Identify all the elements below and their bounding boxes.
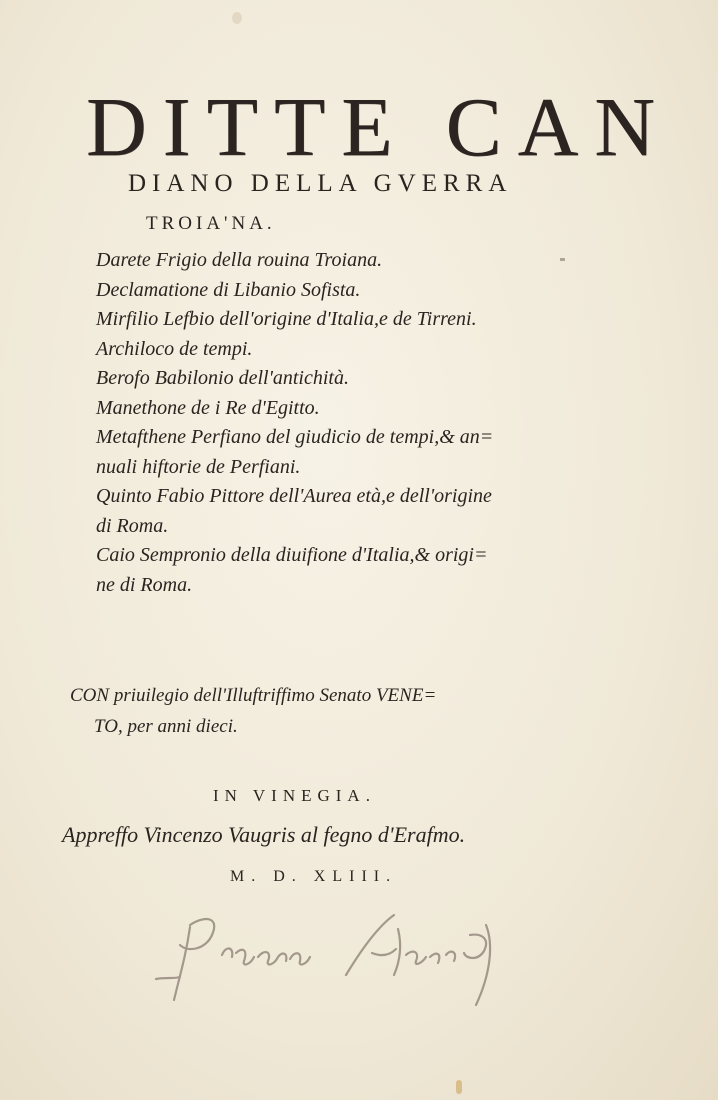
contents-line: Darete Frigio della rouina Troiana.	[96, 249, 383, 271]
contents-line: di Roma.	[96, 514, 169, 537]
contents-line: Metafthene Perfiano del giudicio de tempi,& an=	[96, 426, 494, 448]
paper-stain	[456, 1080, 462, 1094]
contents-line: Quinto Fabio Pittore dell'Aurea età,e dell'origine	[96, 485, 492, 507]
contents-line: Manethone de i Re d'Egitto.	[96, 396, 320, 419]
contents-line: Archiloco de tempi.	[96, 337, 253, 360]
contents-line: Caio Sempronio della diuifione d'Italia,& origi=	[96, 544, 488, 566]
contents-line: Declamatione di Libanio Sofista.	[96, 278, 361, 301]
imprint-printer: Appreffo Vincenzo Vaugris al fegno d'Erafmo.	[62, 822, 466, 847]
book-subtitle-line2: TROIA'NA.	[146, 213, 276, 234]
imprint-city: IN VINEGIA.	[213, 786, 376, 805]
privilege-notice	[70, 680, 436, 742]
privilege-line2: TO, per anni dieci.	[94, 716, 238, 737]
book-title: DITTE CAN	[86, 81, 671, 174]
contents-line: Mirfilio Lefbio dell'origine d'Italia,e de Tirreni.	[96, 308, 477, 330]
contents-list	[96, 246, 576, 600]
handwritten-signature	[150, 905, 530, 1015]
contents-line: nuali hiftorie de Perfiani.	[96, 455, 301, 478]
contents-line: ne di Roma.	[96, 573, 193, 596]
privilege-line1: CON priuilegio dell'Illuftriffimo Senato VENE=	[70, 685, 437, 706]
contents-line: Berofo Babilonio dell'antichità.	[96, 367, 349, 389]
paper-stain	[560, 258, 565, 261]
imprint-date: M. D. XLIII.	[230, 868, 398, 885]
book-subtitle-line1: DIANO DELLA GVERRA	[128, 170, 513, 197]
paper-stain	[232, 12, 242, 24]
